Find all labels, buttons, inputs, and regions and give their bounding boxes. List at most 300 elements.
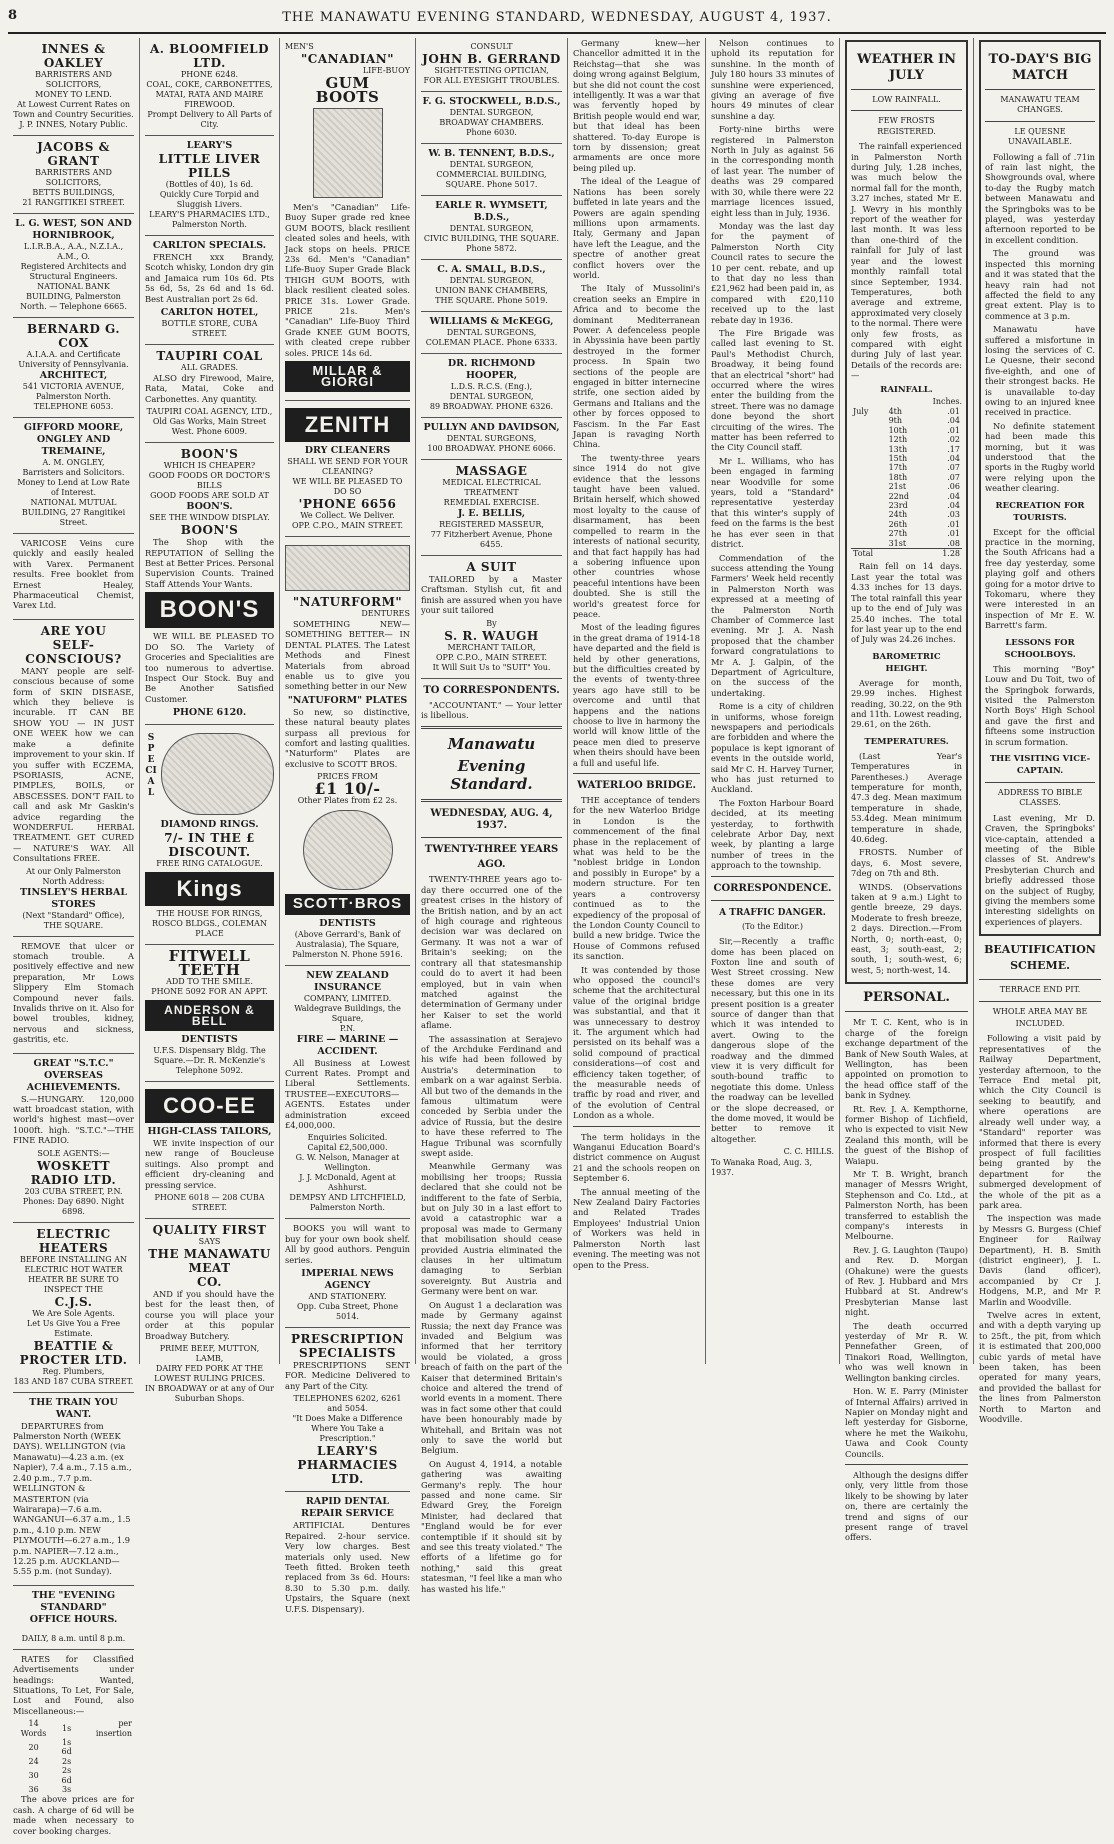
article-subtitle: INCLUDED.: [1015, 1019, 1065, 1029]
ad-line: SOLE AGENTS:—: [37, 1148, 110, 1158]
ad-line: MEN'S: [285, 42, 314, 51]
subsection-title: LESSONS FOR SCHOOLBOYS.: [1004, 637, 1076, 660]
column-2: [140, 38, 280, 1403]
classified-rates: [13, 1650, 134, 1844]
ad-line: DENTURES: [361, 608, 410, 618]
ad-nz-insurance: [285, 966, 410, 1220]
rates-row: [13, 1785, 134, 1794]
subsection-title: ADDRESS TO BIBLE CLASSES.: [997, 787, 1083, 808]
ad-line: THE SQUARE.: [43, 920, 104, 930]
ad-line: TREATMENT: [464, 488, 519, 497]
ad-pullyn: [421, 418, 562, 460]
ad-line: REMEDIAL EXERCISE.: [443, 498, 540, 507]
ad-line: Phones: Day 6890. Night 6898.: [22, 1196, 125, 1216]
rainfall-row-cell: [851, 463, 887, 472]
newspaper-flag: Manawatu: [447, 735, 536, 754]
rainfall-row-cell: 13th: [888, 444, 908, 454]
article-paragraph: The ground was inspected this morning and it was stated that the heavy rain had not affected the field to any great extent. Play is to commence at 3 p.m.: [985, 248, 1095, 321]
article-title: WEATHER IN JULY: [856, 52, 957, 83]
ad-title: MASSAGE: [455, 464, 528, 478]
rainfall-row-cell: [851, 510, 887, 519]
news-paragraph: Rome is a city of children in uniforms, whose foreign newspapers and periodicals are forbidden and where the populace is kept ignorant of events in the outside world, said Mr C. H. Harvey Turner, who has just returned to Auckland.: [711, 701, 834, 795]
divider: [985, 782, 1095, 783]
ad-line: NATIONAL BANK BUILDING, Palmerston North. — Telephone 6665.: [20, 282, 127, 311]
ad-line: GOOD FOODS OR DOCTOR'S BILLS: [148, 471, 271, 491]
ad-line: WOSKETT RADIO LTD.: [30, 1158, 117, 1187]
article-body: (Last Year's Temperatures in Parentheses.) Average temperature for month, 47.3 deg. Mean maximum temperature in shade, 53.4deg. Mean minimum temperature in shade, 40.6deg.: [851, 750, 962, 844]
ad-line: A.I.A.A. and Certificate University of Pennsylvania.: [18, 350, 129, 369]
rainfall-row-cell: .01: [947, 425, 960, 435]
rainfall-total: [851, 548, 962, 558]
rainfall-row: [851, 435, 962, 444]
ad-body: FRENCH xxx Brandy, Scotch whisky, London dry gin and Jamaica rum 10s 6d. Pts 5s 6d, 5s, 2s 6d and 1s 6d. Best Australian port 2s 6d.: [145, 252, 274, 304]
ad-line: G. W. Nelson, Manager at Wellington.: [295, 1153, 400, 1173]
ad-line: CLEANING?: [322, 466, 373, 476]
rates-row-cell: 2s: [62, 1756, 72, 1766]
ad-line: A. M. ONGLEY,: [42, 458, 105, 467]
ad-imperial-news: [285, 1219, 410, 1328]
ad-title: BOOTS: [315, 88, 380, 106]
ad-body: REMOVE that ulcer or stomach trouble. A positively effective and new preparation, Mr Lows Slippery Elm Stomach Compound never fails. Invalids thrive on it. Also for bowel troubles, kidney, nervous and sickness, gastritis, etc.: [13, 940, 134, 1045]
ad-title: "NATURFORM": [292, 594, 403, 609]
ad-rapid-dental: [285, 1492, 410, 1622]
ad-remove-ulcer: [13, 937, 134, 1054]
ad-line: DENTAL SURGEON,: [449, 276, 534, 285]
ad-line: SAYS: [198, 1236, 221, 1246]
divider: [711, 900, 834, 901]
letter-signature: C. C. HILLS.: [783, 1147, 834, 1157]
letter-body: Sir,—Recently a traffic dome has been placed on Foxton line and south of West Street crossing. New these domes are very necessary, but this one in its present position is a greater source of danger than that which it was intended to avert. Owing to the dangerous slope of the roadway and the dimmed view it is very difficult for south-bound traffic to negotiate this dome. Unless the roadway can be levelled or the slope decreased, or the dome moved, it would be better to remove it altogether.: [711, 936, 834, 1144]
ad-title: TAUPIRI COAL: [156, 349, 263, 364]
ad-line: PHONE 5092 FOR AN APPT.: [151, 987, 268, 997]
ad-line: DENTAL SURGEON,: [449, 108, 534, 117]
ad-title: GREAT "S.T.C." OVERSEAS: [33, 1057, 114, 1081]
ad-line: WE WILL BE PLEASED TO DO SO: [292, 476, 403, 496]
ad-title: RAPID DENTAL REPAIR SERVICE: [301, 1496, 394, 1520]
rainfall-row-cell: 9th: [888, 416, 903, 426]
editorial-paragraph: Meanwhile Germany was mobilising her troops; Russia declared that she could not be indifferent to the fate of Serbia, but on July 30 in a last effort to avoid a catastrophic war a proposal was made to Germany that mobilisation should cease provided Austria eliminated the clauses in her ultimatum damaging to Serbian sovereignty. But Austria and Germany were bent on war.: [421, 1161, 562, 1297]
subsection-title: BAROMETRIC HEIGHT.: [872, 651, 941, 674]
ad-line: BOTTLE STORE, CUBA STREET.: [161, 319, 258, 339]
rainfall-row: [851, 426, 962, 435]
ad-title: C. A. SMALL, B.D.S.,: [437, 264, 546, 275]
article-body: Average for month, 29.99 inches. Highest reading, 30.22, on the 9th and 11th. Lowest reading, 29.61, on the 26th.: [851, 677, 962, 730]
news-paragraph: Forty-nine births were registered in Palmerston North in July as against 56 in the corresponding month of last year. The number of deaths was 29 compared with 30, while there were 22 marriage licences issued, eight less than in July, 1936.: [711, 124, 834, 218]
office-hours-text: DAILY, 8 a.m. until 8 p.m.: [21, 1633, 126, 1643]
newspaper-flag: Evening Standard.: [450, 757, 533, 794]
newspaper-title-line: THE MANAWATU EVENING STANDARD, WEDNESDAY, AUGUST 4, 1937.: [282, 10, 832, 25]
ad-line: TELEPHONES 6202, 6261 and 5054.: [293, 1394, 402, 1414]
divider: [573, 773, 700, 774]
news-paragraph: Commendation of the success attending the Young Farmers' Week held recently in Palmerston North was expressed at a meeting of the Palmerston North Chamber of Commerce last evening. Mr J. A. Nash proposed that the chamber forward congratulations to Mr A. J. Galpin, of the Department of Agriculture, on the success of the undertaking.: [711, 552, 834, 698]
ad-body: WE invite inspection of our new range of Boucleuse suitings. Also prompt and efficient dry-cleaning and pressing service.: [145, 1137, 274, 1190]
ad-line: Opp. Cuba Street, Phone 5014.: [296, 1302, 399, 1322]
rainfall-row-cell: 27th: [888, 529, 908, 539]
editorial-title: AGO.: [477, 859, 506, 871]
rainfall-row: [851, 510, 962, 519]
column-8: [974, 38, 1106, 1425]
ad-line: Old Gas Works, Main Street West. Phone 6009.: [152, 417, 267, 437]
editorial-paragraph: On August 4, 1914, a notable gathering was awaiting Germany's reply. The hour passed and none came. Sir Edward Grey, the Foreign Minister, had declared that "England would be for ever contemptible if it should sit by and see this treaty violated." The efforts of a lifetime go for nothing," said this great statesman, "I feel like a man who has wasted his life.": [421, 1458, 562, 1594]
ad-line: COAL, COKE, CARBONETTES,: [146, 80, 273, 89]
section-title: TO CORRESPONDENTS.: [423, 684, 560, 696]
rates-table: [13, 1719, 134, 1794]
ad-line: TELEPHONE 6053.: [33, 402, 114, 411]
rainfall-row-cell: .04: [947, 491, 960, 501]
ad-title: QUALITY FIRST: [152, 1222, 267, 1237]
rainfall-row: [851, 539, 962, 548]
rainfall-row: [851, 501, 962, 510]
article-title: TO-DAY'S BIG MATCH: [988, 52, 1092, 83]
ad-line: U.F.S. Dispensary Bldg. The Square.—Dr. R. McKenzie's Telephone 5092.: [153, 1045, 266, 1075]
ad-west-architects: [13, 214, 134, 318]
ad-body: ARTIFICIAL Dentures Repaired. 2-hour service. Very low charges. Best materials only used. New Teeth fitted. Broken teeth replaced from 3s 6d. Hours: 8.30 to 5.30 p.m. daily. Upstairs, the Square (next U.F.S. Dispensary).: [285, 1520, 410, 1614]
ad-title: "CANADIAN": [301, 52, 394, 66]
rainfall-row-cell: [851, 501, 887, 510]
ad-line: OPP. C.P.O., MAIN STREET.: [291, 520, 404, 530]
ad-manawatu-meat: [145, 1219, 274, 1409]
ad-line: 7/- IN THE £ DISCOUNT.: [164, 831, 255, 860]
ad-line: COMMERCIAL BUILDING,: [436, 170, 547, 179]
divider: [979, 979, 1101, 980]
rainfall-row-cell: .07: [947, 472, 960, 482]
divider: [711, 876, 834, 877]
ad-title: SELF-CONSCIOUS?: [25, 637, 122, 666]
personal-paragraph: Hon. W. E. Parry (Minister of Internal Affairs) arrived in Napier on Monday night and left yesterday for Gisborne, where he met the Waikohu, Uawa and Cook County Councils.: [845, 1386, 968, 1459]
ad-line: HIGH-CLASS TAILORS,: [147, 1125, 272, 1137]
ad-body: BOOKS you will want to buy for your own book shelf. All by good authors. Penguin series.: [285, 1223, 410, 1265]
ad-line: At Lowest Current Rates on Town and Country Securities.: [13, 100, 134, 119]
ad-line: Registered Architects and Structural Engineers.: [20, 262, 127, 281]
article-subtitle: FEW FROSTS REGISTERED.: [877, 116, 936, 136]
ad-line: J. J. McDonald, Agent at Ashhurst.: [299, 1173, 396, 1193]
ad-coo-ee-tailors: [145, 1082, 274, 1219]
editorial-paragraph: On August 1 a declaration was made by Germany against Russia; the next day France was invaded and Belgium was informed that her territory would be violated, a gross breach of faith on the part of the Kaiser that determined Britain's choice and altered the trend of world events in a moment. There was in fact some other that could have been honourably made by Whitehall, and Britain was not only to save the world but Belgium.: [421, 1299, 562, 1456]
rates-row-cell: [79, 1785, 134, 1794]
subsection-title: TEMPERATURES.: [864, 736, 949, 747]
ad-title: LTD.: [331, 1472, 364, 1487]
rates-row-cell: 14 Words: [20, 1719, 47, 1738]
rainfall-row-cell: [851, 492, 887, 501]
rainfall-row-cell: 17th: [888, 463, 908, 473]
rainfall-table-title: RAINFALL.: [880, 384, 933, 395]
rainfall-row-cell: 21st: [888, 482, 907, 492]
article-paragraph: THE acceptance of tenders for the new Waterloo Bridge in London is the commencement of the final phase in the replacement of what was held to be the "noblest bridge in London and possibly in Europe" by a modern structure. For ten years a controversy continued as to the expediency of the proposal of the London County Council to build a new bridge. Twice the House of Commons refused its sanction.: [573, 795, 700, 962]
ad-title: EARLE R. WYMSETT, B.D.S.,: [435, 200, 548, 223]
ad-line: PRIME BEEF, MUTTON, LAMB,: [159, 1344, 260, 1363]
ad-line: 100 BROADWAY. PHONE 6066.: [427, 444, 556, 453]
rates-row-cell: 1s: [62, 1723, 72, 1733]
rainfall-row-cell: 26th: [888, 519, 908, 529]
section-title: BEAUTIFICATION SCHEME.: [984, 943, 1096, 973]
rainfall-row-cell: 10th: [888, 425, 908, 435]
ad-body: VARICOSE Veins cure quickly and easily healed with Varex. Permanent results. Free booklet from Ernest Healey, Pharmaceutical Chemist, Varex Ltd.: [13, 538, 134, 611]
rainfall-row-cell: 4th: [888, 406, 903, 416]
rainfall-row-cell: 31st: [888, 538, 907, 548]
ad-line: CONSULT: [470, 42, 513, 51]
personal-paragraph: Rt. Rev. J. A. Kempthorne, former Bishop of Lichfield, who is expected to visit New Zealand this month, will be the guest of the Bishop of Waiapu.: [845, 1103, 968, 1166]
article-title: WATERLOO BRIDGE.: [577, 780, 696, 792]
rainfall-row-cell: [851, 473, 887, 482]
ad-body: All Business at Lowest Current Rates. Prompt and Liberal Settlements. TRUSTEE—EXECUTORS—AGENTS. Estates under administration exceed £4,000,000.: [285, 1057, 410, 1131]
news-paragraph: Monday was the last day for the payment of Palmerston North City Council rates to secure the 10 per cent. rebate, and up to that day no less than £21,962 had been paid in, as compared with £20,110 received up to the last rebate day in 1936.: [711, 220, 834, 325]
ad-line: THE SQUARE. Phone 5019.: [435, 296, 548, 305]
rainfall-row-cell: [851, 520, 887, 529]
ad-canadian-gum-boots: [285, 38, 410, 401]
ad-phone: PHONE 6120.: [172, 707, 247, 719]
rates-row-cell: 36: [28, 1785, 39, 1795]
ad-body: The Shop with the REPUTATION of Selling the Best at Better Prices. Personal Supervision Counts. Trained Staff Attends Your Wants.: [145, 537, 274, 589]
ad-varicose: [13, 534, 134, 620]
personal-paragraph: Rev. J. G. Laughton (Taupo) and Rev. D. Morgan (Ohakune) were the guests of Rev. J. Hubbard and Mrs Hubbard at St. Andrew's Presbyterian Manse last night.: [845, 1244, 968, 1318]
ad-body: AND if you should have the best for the least then, of course you will place your order at this popular Broadway Butchery.: [145, 1288, 274, 1341]
editorial-paragraph: The ideal of the League of Nations has been sorely buffeted in late years and the Powers are again spending millions upon armaments. Italy, Germany and Japan have left the League, and the spectre of another great conflict hovers over the world.: [573, 176, 700, 280]
ad-title: THE MANAWATU MEAT: [148, 1246, 271, 1275]
ad-massage: [421, 460, 562, 556]
rainfall-row: [851, 463, 962, 472]
ad-line: DENTAL SURGEONS,: [446, 434, 537, 443]
article-paragraph: Manawatu have suffered a misfortune in losing the services of C. Le Quesne, their second five-eighth, and one of their strongest backs. He is unavailable to-day owing to an injured knee received in practice.: [985, 324, 1095, 418]
article-body: [979, 1033, 1101, 1424]
ad-price: £1 10/-: [314, 779, 381, 799]
rainfall-row-cell: .01: [947, 406, 960, 416]
ad-title: LITTLE LIVER PILLS: [158, 152, 261, 180]
rainfall-row-cell: .04: [947, 454, 960, 463]
ad-line: ALL GRADES.: [180, 363, 239, 373]
gum-boot-illustration: [313, 108, 383, 198]
editorial-paragraph: Most of the leading figures in the great drama of 1914-18 have departed and the field is held by other generations, but the difficulties created by the events of twenty-three years ago have still to be overcome and until that happens and the nations choose to live in harmony the world will know little of the peace men died to preserve when theirs should have been a full and useful life.: [573, 622, 700, 768]
rainfall-row-cell: [851, 482, 887, 491]
rainfall-row-cell: [851, 426, 887, 435]
ad-line: OPP. C.P.O., MAIN STREET.: [435, 652, 548, 662]
rates-row-cell: 20: [28, 1742, 39, 1752]
ad-line: DAIRY FED PORK AT THE: [155, 1364, 264, 1373]
ad-title: F. G. STOCKWELL, B.D.S.,: [422, 96, 561, 107]
anderson-bell-logo: ANDERSON & BELL: [145, 1000, 274, 1031]
ad-williams-mckegg: [421, 312, 562, 354]
correspondents-note: "ACCOUNTANT." — Your letter is libellous.: [421, 699, 562, 721]
kings-logo: Kings: [145, 872, 274, 906]
ad-title: W. B. TENNENT, B.D.S.,: [428, 148, 555, 159]
article-paragraph: The inspection was made by Messrs G. Burgess (Chief Engineer for Railway Department), H. B. Smith (district engineer), J. L. Davis (land officer), accompanied by Cr J. Hodgens, M.P., and Mr P. Marlin and Woodville.: [979, 1213, 1101, 1307]
ad-body: TAILORED by a Master Craftsman. Stylish cut, fit and finish are assured when you have your suit tailored: [421, 574, 562, 616]
woman-portrait-illustration: [303, 810, 393, 890]
letter-title: A TRAFFIC DANGER.: [719, 907, 826, 918]
ad-line: (Above Gerrard's, Bank of Australasia), The Square, Palmerston N. Phone 5916.: [292, 929, 403, 959]
ad-body: SOMETHING NEW— SOMETHING BETTER— IN DENTAL PLATES. The Latest Methods and Finest Materials from abroad enable us to give you something better in our New: [285, 618, 410, 692]
ad-line: Barristers and Solicitors.: [22, 468, 125, 477]
editorial-paragraph: The twenty-three years since 1914 do not give evidence that the lessons taught have been valued. Britain herself, which showed most loyalty to the cause of disarmament, has been compelled to rearm in the interests of national security, and that fact happily has had a sobering influence upon other countries whose peaceful intentions have been doubted. She is still the world's greatest force for peace.: [573, 452, 700, 619]
rainfall-unit: Inches.: [932, 396, 962, 406]
ad-line: Let Us Give You a Free Estimate.: [26, 1318, 121, 1338]
ad-line: COMPANY, LIMITED.: [303, 993, 392, 1003]
ad-wymsett: [421, 196, 562, 260]
rates-row-cell: [79, 1766, 134, 1785]
ad-line: Money to Lend at Low Rate of Interest.: [17, 478, 130, 497]
ad-tennent: [421, 144, 562, 196]
article-paragraph: Following a fall of .71in of rain last night, the Showgrounds oval, where to-day the Rugby match between Manawatu and the Springboks was to be played, was yesterday afternoon reported to be in excellent condition.: [985, 151, 1095, 245]
ad-body: So new, so distinctive, these natural beauty plates surpass all previous for comfort and lasting qualities. "Naturform" Plates are exclusive to SCOTT BROS.: [285, 706, 410, 769]
rainfall-row: [851, 416, 962, 425]
personal-items: [845, 1017, 968, 1459]
ad-line: SQUARE. Phone 5017.: [445, 180, 538, 189]
column-5: [568, 38, 706, 1364]
divider: [979, 1001, 1101, 1002]
ad-title: A SUIT: [466, 560, 517, 574]
divider: [421, 726, 562, 729]
ad-line: COLEMAN PLACE. Phone 6333.: [425, 338, 558, 347]
article-subtitle: LOW RAINFALL.: [872, 95, 941, 104]
rainfall-row-cell: 18th: [888, 472, 908, 482]
column-1: [8, 38, 140, 1836]
news-paragraph: The Foxton Harbour Board decided, at its meeting yesterday, to forthwith celebrate Arbor Day, next week, by planting a large number of trees in the approach to the township.: [711, 797, 834, 871]
ad-line: ADD TO THE SMILE.: [166, 977, 253, 987]
ad-line: DEMPSY AND LITCHFIELD, Palmerston North.: [289, 1193, 406, 1213]
ad-zenith-cleaners: [285, 401, 410, 537]
rainfall-row: [851, 529, 962, 538]
rainfall-row-cell: [851, 445, 887, 454]
divider: [985, 89, 1095, 90]
rates-row-cell: 24: [28, 1756, 39, 1766]
ad-line: ARCHITECT,: [39, 370, 108, 381]
ad-title: DR. RICHMOND HOOPER,: [447, 358, 536, 381]
section-title: THE "EVENING STANDARD": [31, 1589, 116, 1613]
rates-row: [13, 1719, 134, 1738]
column-7: [840, 38, 974, 1543]
ad-title: LEARY'S PHARMACIES: [297, 1444, 398, 1473]
ad-line: BETTS BUILDINGS,: [32, 188, 115, 197]
ad-title: GUM: [325, 74, 370, 92]
ad-title: PRESCRIPTION: [291, 1332, 404, 1347]
ad-line: CARLTON HOTEL,: [160, 307, 259, 319]
ad-gifford-moore: [13, 418, 134, 534]
ad-line: MERCHANT TAILOR,: [447, 642, 536, 652]
ad-taupiri-coal: [145, 345, 274, 443]
article-subtitle: TERRACE END PIT.: [999, 985, 1081, 995]
rainfall-row-cell: .07: [947, 463, 960, 473]
rainfall-row-cell: 23rd: [888, 501, 908, 511]
editorial-paragraph: TWENTY-THREE years ago to-day there occurred one of the greatest crises in the history of the British nation, and by an act of high courage and righteous decision war was declared on Germany. It was not a war of Britain's seeking; on the contrary all that statesmanship could do to avert it had been employed, but in vain when matched against the determination of Germany under her Kaiser to set the world aflame.: [421, 874, 562, 1031]
ad-line: LOWEST RULING PRICES.: [154, 1374, 265, 1383]
column-3: [280, 38, 416, 1614]
ad-line: LIFE-BUOY: [362, 66, 410, 75]
ad-title: S. R. WAUGH: [444, 628, 539, 643]
article-paragraph: It was contended by those who opposed the council's scheme that the architectural value of the original bridge was substantial, and that it was unnecessary to destroy it. The argument which had persisted on its behalf was a solid compound of practical considerations—of cost and efficiency taken together, of the measurable needs of traffic by road and river, and of the evolution of Central London as a whole.: [573, 964, 700, 1121]
rainfall-table: [851, 407, 962, 548]
boons-logo: BOON'S: [145, 592, 274, 628]
ad-boons: [145, 443, 274, 725]
ad-line: 89 BROADWAY. PHONE 6326.: [429, 402, 554, 411]
ad-leary-pills: [145, 136, 274, 236]
ad-line: 21 RANGITIKEI STREET.: [22, 198, 125, 207]
masthead: [8, 6, 1106, 34]
article-body: [985, 152, 1095, 494]
ad-line: Reg. Plumbers,: [42, 1366, 105, 1376]
rates-intro: RATES for Classified Advertisements under headings: Wanted, Situations, To Let, For Sale, Lost and Found, also Miscellaneous:—: [13, 1653, 134, 1716]
ad-jacobs-grant: [13, 136, 134, 214]
rainfall-row-cell: .06: [947, 482, 960, 492]
ad-line: GOOD FOODS ARE SOLD AT: [150, 491, 269, 501]
rainfall-total-label: Total: [853, 549, 874, 559]
ad-title: TEETH: [178, 961, 241, 980]
ad-line: SIGHT-TESTING OPTICIAN,: [434, 66, 549, 75]
subsection-title: THE VISITING VICE-CAPTAIN.: [989, 753, 1091, 776]
ad-title: FITWELL: [168, 947, 251, 966]
rainfall-row-cell: .04: [947, 416, 960, 426]
rainfall-row: [851, 492, 962, 501]
rainfall-row-cell: July: [853, 406, 869, 416]
ad-body: PRESCRIPTIONS SENT FOR. Medicine Delivered to any Part of the City.: [285, 1360, 410, 1391]
ad-line: REGISTERED MASSEUR,: [439, 520, 544, 529]
millar-giorgi-logo: MILLAR & GIORGI: [285, 361, 410, 392]
ad-line: Waldegrave Buildings, the Square,: [294, 1003, 401, 1023]
rainfall-row-cell: .02: [947, 435, 960, 445]
ad-line: Quickly Cure Torpid and Sluggish Livers.: [159, 190, 260, 209]
section-title: THE TRAIN YOU WANT.: [29, 1396, 118, 1420]
ad-line: Prompt Delivery to All Parts of City.: [147, 110, 272, 129]
article-paragraph: Following a visit paid by representatives of the Railway Department, yesterday afternoon, to the Terrace End metal pit, which the City Council is seeking to beautify, and where operations are already well under way, a "Standard" reporter was informed that there is every prospect of full facilities being granted by the department for the submerged development of the whole of the pit as a park area.: [979, 1033, 1101, 1210]
letter-salutation: (To the Editor.): [742, 921, 803, 931]
ad-title: CARLTON SPECIALS.: [152, 240, 267, 251]
ad-line: DENTAL SURGEON,: [449, 392, 534, 401]
article-body: Except for the official practice in the morning, the South Africans had a free day yesterday, some playing golf and others going for a motor drive to Tokomaru, where they were interested in an inspection of Mr E. W. Barrett's farm.: [985, 526, 1095, 631]
ad-line: BEFORE INSTALLING AN ELECTRIC HOT WATER HEATER BE SURE TO INSPECT THE: [19, 1254, 128, 1294]
ad-line: It Will Suit Us to "SUIT" You.: [432, 662, 551, 672]
rates-row-cell: 3s: [62, 1785, 72, 1795]
coo-ee-logo: COO-EE: [145, 1089, 274, 1123]
ad-line: Enquiries Solicited.: [307, 1133, 388, 1143]
personal-paragraph: Mr T. C. Kent, who is in charge of the foreign exchange department of the Bank of New South Wales, at Wellington, has been appointed on promotion to the head office staff of the bank in Sydney.: [845, 1017, 968, 1101]
editorial-paragraph: The assassination at Serajevo of the Archduke Ferdinand and his wife had been followed by Austria's determination to embark on a war against Serbia. All but two of the demands in the famous ultimatum were conceded by Serbia under the advice of Russia, but the desire to have these referred to The Hague Tribunal was scornfully swept aside.: [421, 1033, 562, 1158]
ad-line: DENTAL SURGEON,: [449, 224, 534, 233]
ad-title: GIFFORD MOORE, ONGLEY AND TREMAINE,: [23, 422, 124, 457]
ad-line: We Collect. We Deliver.: [300, 510, 395, 520]
ad-title: NEW ZEALAND INSURANCE: [306, 969, 389, 993]
ad-waugh-tailor: [421, 556, 562, 679]
rainfall-row: [851, 520, 962, 529]
ad-carlton: [145, 236, 274, 345]
ad-line: 203 CUBA STREET, P.N.: [24, 1186, 123, 1196]
rainfall-row: [851, 454, 962, 463]
article-body: FROSTS. Number of days, 6. Most severe, 7deg on 7th and 8th.: [851, 847, 962, 879]
rainfall-row: [851, 445, 962, 454]
ad-self-conscious: [13, 620, 134, 937]
ad-line: LEARY'S: [186, 140, 233, 151]
section-title: OFFICE HOURS.: [29, 1613, 118, 1625]
personal-paragraph: Mr T. B. Wright, branch manager of Messrs Wright, Stephenson and Co. Ltd., at Palmerston North, has been transferred to establish the company's interests in Melbourne.: [845, 1168, 968, 1242]
editorial-continued: [573, 38, 700, 768]
divider: [851, 89, 962, 90]
ad-line: DIAMOND RINGS.: [160, 819, 259, 831]
ad-line: BOON'S: [180, 523, 239, 538]
personal-paragraph: The death occurred yesterday of Mr R. W. Pennefather Green, of Tinakori Road, Wellington, who was well known in Wellington banking circles.: [845, 1320, 968, 1383]
rainfall-row-cell: .08: [947, 538, 960, 548]
ad-line: ROSCO BLDGS., COLEMAN PLACE: [152, 919, 267, 939]
ad-small: [421, 260, 562, 312]
ad-title: ELECTRIC HEATERS: [36, 1226, 111, 1255]
ad-title: BERNARD G. COX: [26, 322, 121, 350]
ad-line: Phone 5872.: [466, 244, 517, 253]
ad-stockwell: [421, 92, 562, 144]
divider: [845, 1011, 968, 1012]
ad-line: MEDICAL ELECTRICAL: [442, 478, 541, 487]
ad-line: At our Only Palmerston North Address:: [26, 866, 121, 886]
ad-title: "NATUFORM" PLATES: [287, 694, 408, 706]
rates-row-cell: [79, 1738, 134, 1757]
article-paragraph: Twelve acres in extent, and with a depth varying up to 25ft., the pit, from which it is estimated that 200,000 cubic yards of metal have been taken, has been operated for many years, and provided the ballast for the lines from Palmerston North to Marton and Woodville.: [979, 1310, 1101, 1425]
divider: [845, 1464, 968, 1465]
rainfall-row-cell: .17: [947, 444, 960, 454]
